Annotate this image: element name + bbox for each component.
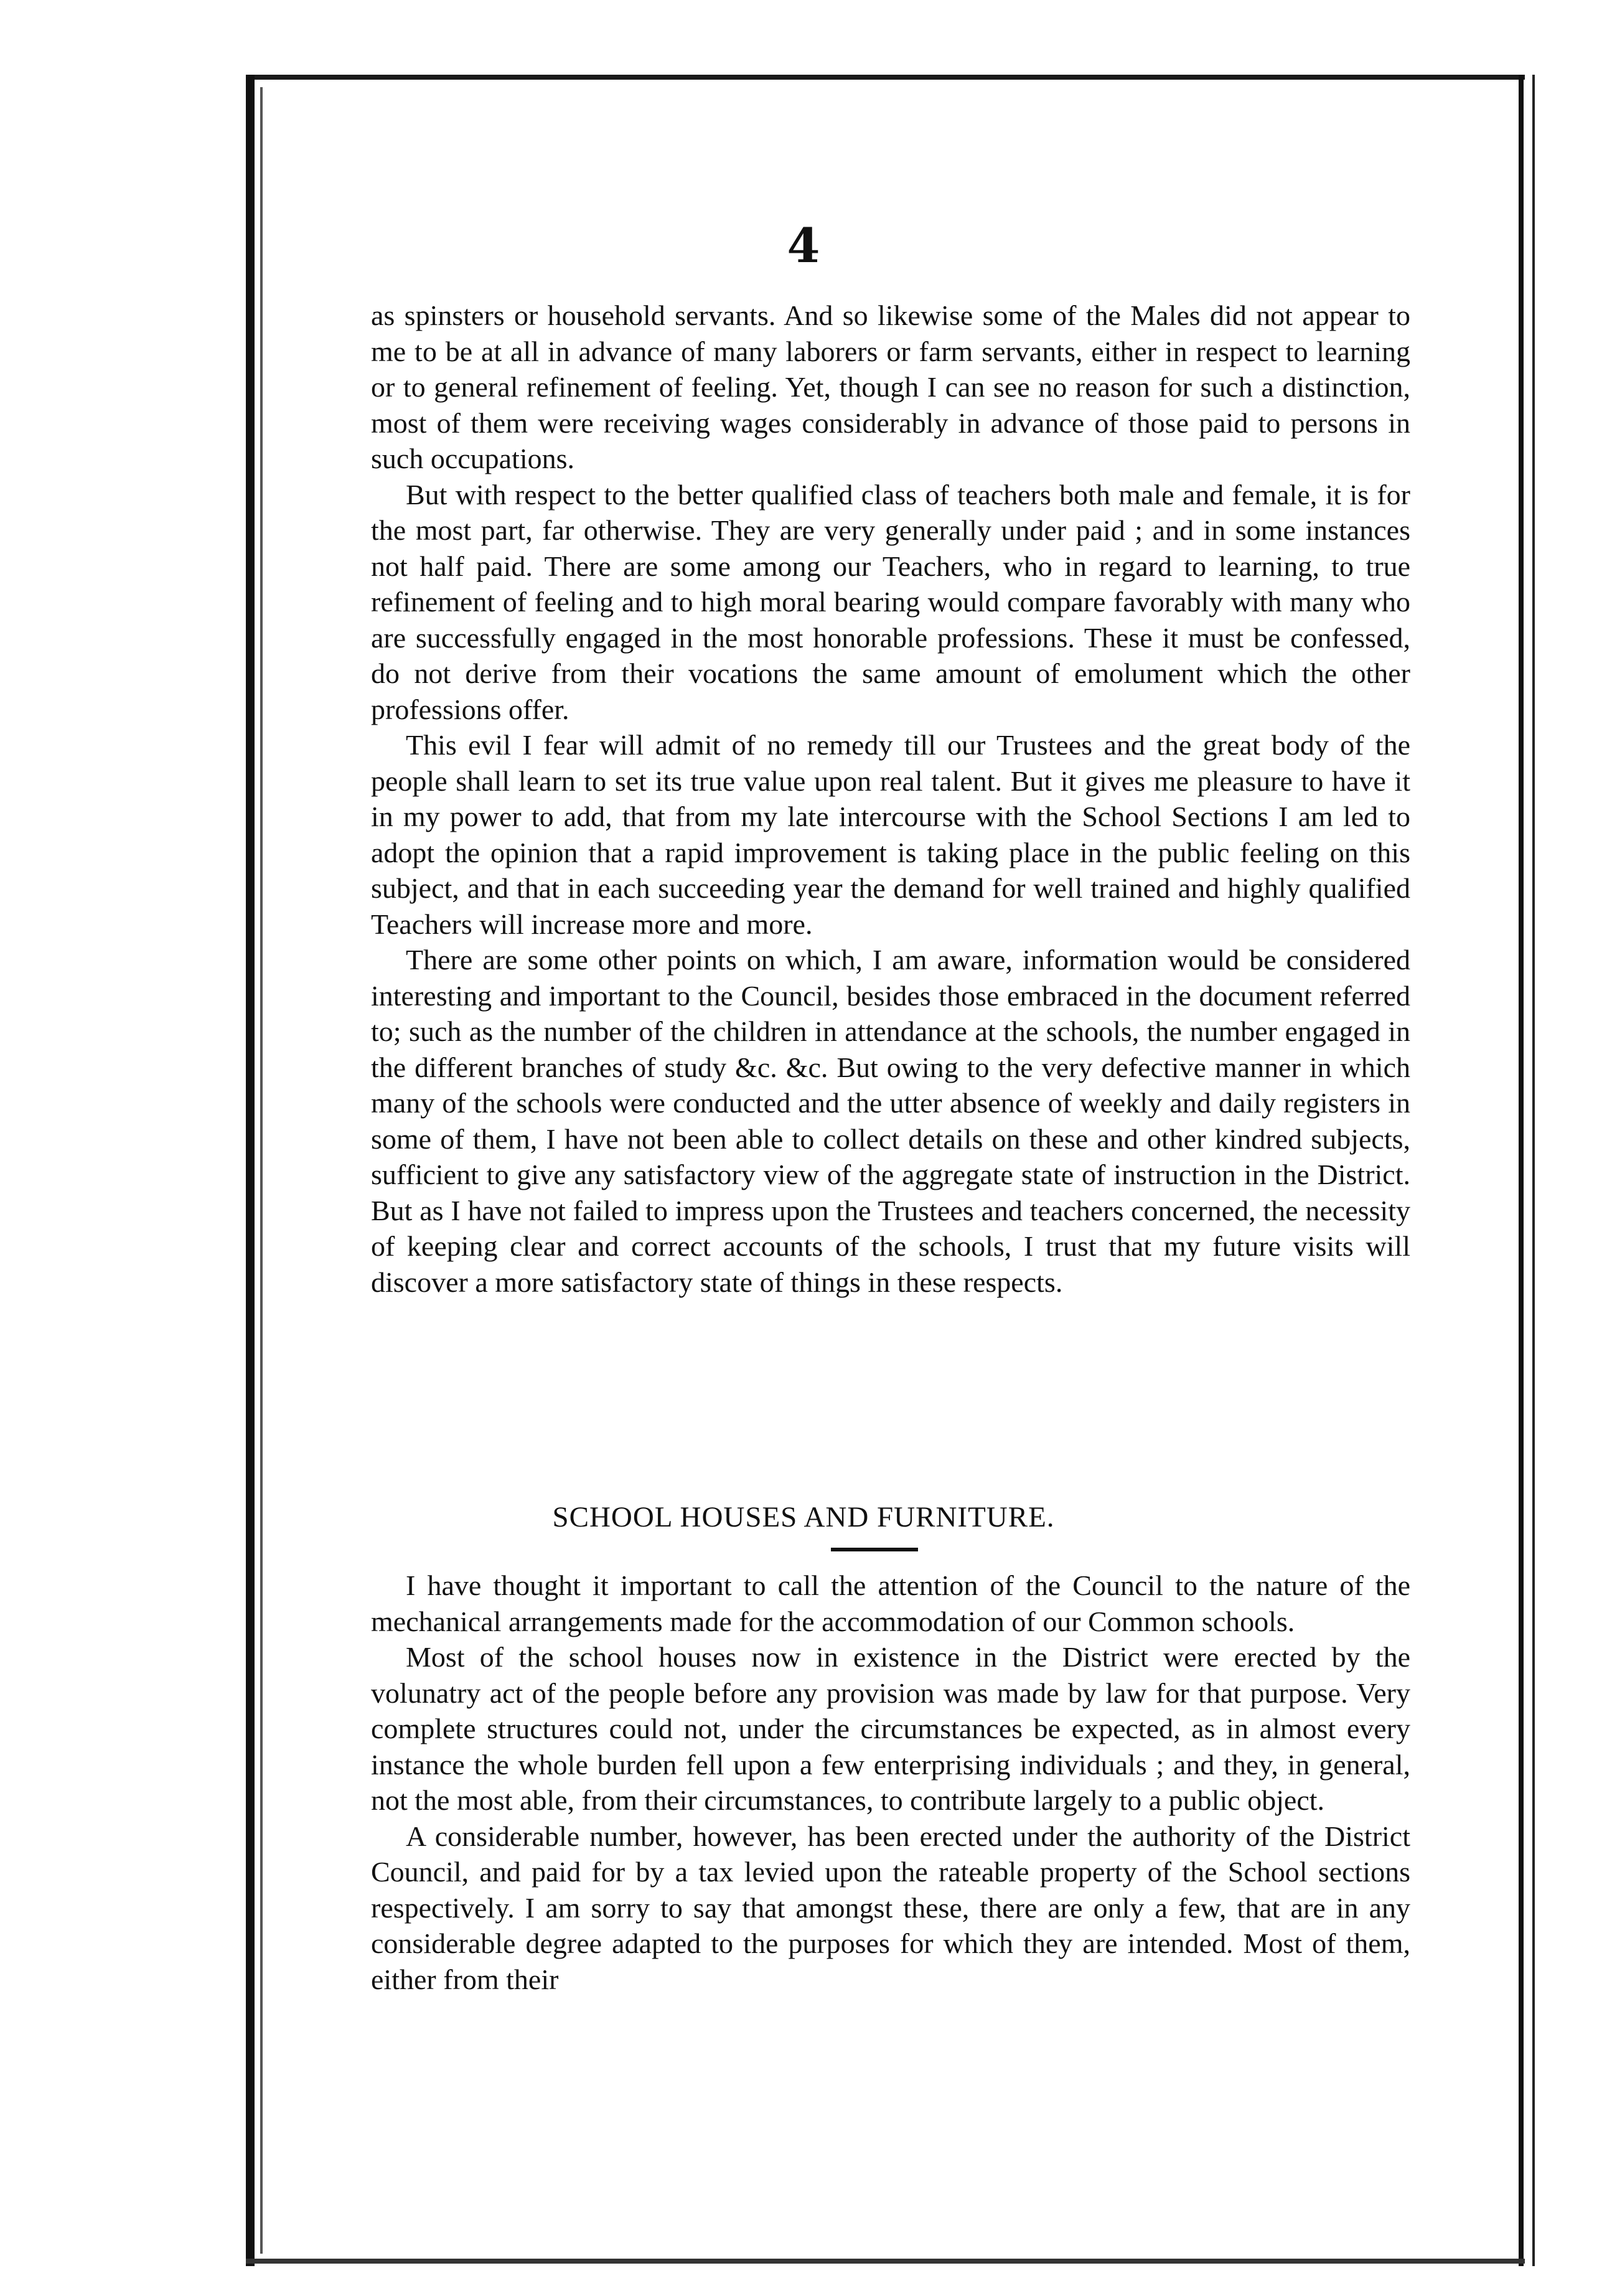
scan-border-left-inner (260, 87, 263, 2254)
section-heading: SCHOOL HOUSES AND FURNITURE. (552, 1501, 1055, 1533)
paragraph: But with respect to the better qualified class of teachers both male and female, it is for the most part, far otherwise. They are very generally under paid ; and in some instances not half paid. There are some among our Teachers, who in regard to learning, to true refinement of feeling and to high moral bearing would compare favorably with many who are successfully engaged in the most honorable professions. These it must be confessed, do not derive from their vocations the same amount of emolument which the other professions offer. (371, 478, 1410, 725)
paragraph: This evil I fear will admit of no remedy till our Trustees and the great body of the people shall learn to set its true value upon real talent. But it gives me pleasure to have it in my power to add, that from my late intercourse with the School Sections I am led to adopt the opinion that a rapid improvement is taking place in the public feeling on this subject, and that in each succeeding year the demand for well trained and highly qualified Teachers will increase more and more. (371, 729, 1410, 940)
body-text-top (371, 298, 1410, 1300)
body-text-bottom (371, 1568, 1410, 1997)
paragraph: I have thought it important to call the attention of the Council to the nature of the mechanical arrangements made for the accommodation of our Common schools. (371, 1569, 1410, 1637)
paragraph: There are some other points on which, I am aware, information would be considered interesting and important to the Council, besides those embraced in the document referred to; such as the number of the children in attendance at the schools, the number engaged in the different branches of study &c. &c. But owing to the very defective manner in which many of the schools were conducted and the utter absence of weekly and daily registers in some of them, I have not been able to collect details on these and other kindred subjects, sufficient to give any satisfactory view of the aggregate state of instruction in the District. But as I have not failed to impress upon the Trustees and teachers concerned, the necessity of keeping clear and correct accounts of the schools, I trust that my future visits will discover a more satisfactory state of things in these respects. (371, 944, 1410, 1298)
paragraph: as spinsters or household servants. And so likewise some of the Males did not appear to me to be at all in advance of many laborers or farm servants, either in respect to learning or to general refinement of feeling. Yet, though I can see no reason for such a distinction, most of them were receiving wages considerably in advance of those paid to persons in such occupations. (371, 299, 1410, 474)
scan-border-left (246, 75, 255, 2266)
page-number: 4 (787, 218, 820, 273)
scan-border-right-outer (1532, 75, 1535, 2266)
scan-border-bottom (246, 2259, 1525, 2264)
paragraph: Most of the school houses now in existence in the District were erected by the volunatry act of the people before any provision was made by law for that purpose. Very complete structures could not, under the circumstances be expected, as in almost every instance the whole burden fell upon a few enterprising individuals ; and they, in general, not the most able, from their circumstances, to contribute largely to a public object. (371, 1641, 1410, 1816)
scan-border-right (1519, 75, 1524, 2266)
heading-rule (831, 1548, 918, 1551)
scan-border-top (246, 75, 1525, 80)
paragraph: A considerable number, however, has been erected under the authority of the District Council, and paid for by a tax levied upon the rateable property of the School sections respectively. I am sorry to say that amongst these, there are only a few, that are in any considerable degree adapted to the purposes for which they are intended. Most of them, either from their (371, 1820, 1410, 1995)
